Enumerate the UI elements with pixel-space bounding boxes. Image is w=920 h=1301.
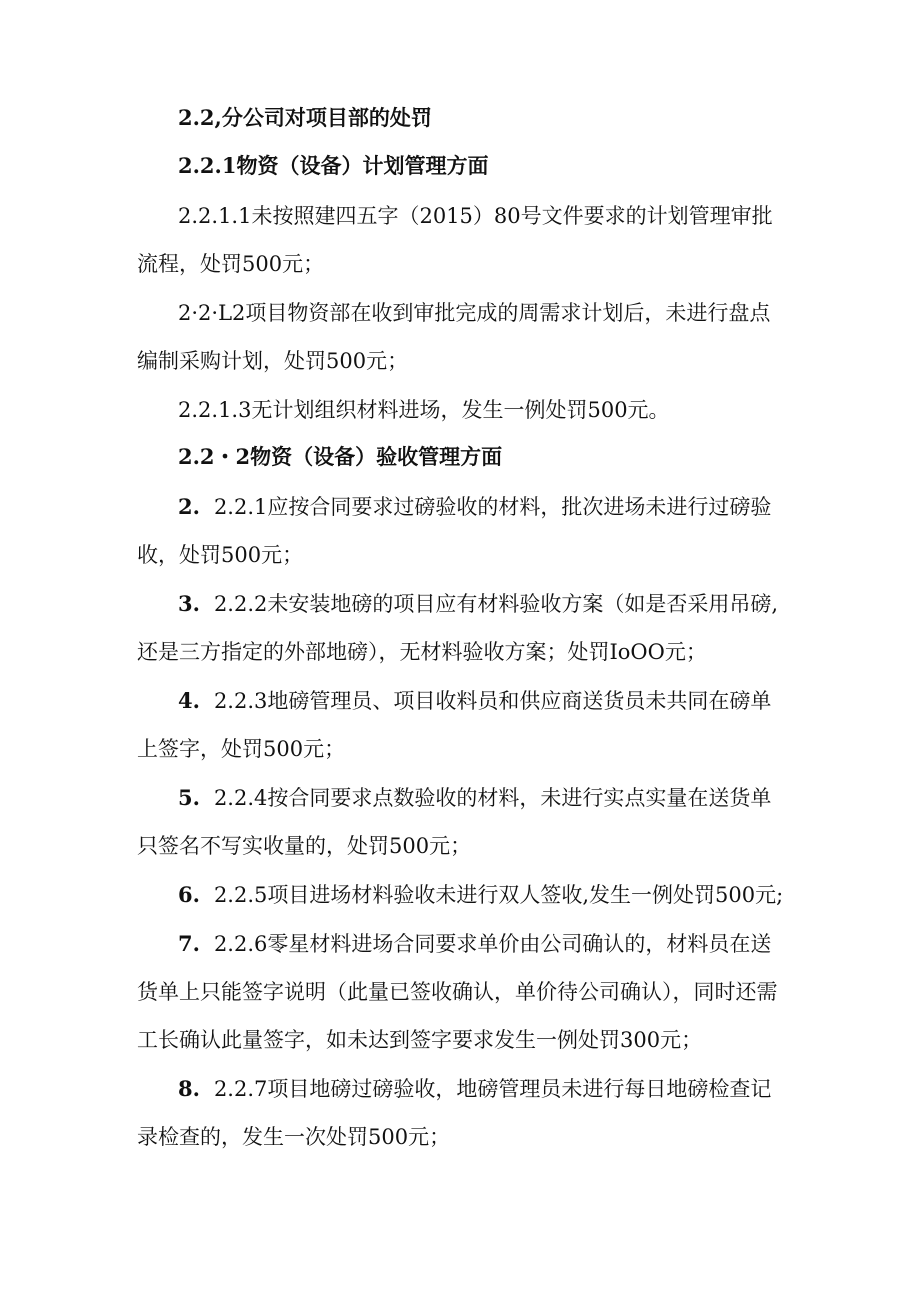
clause-text: 2.2.3地磅管理员、项目收料员和供应商送货员未共同在磅单上签字，处罚500元； (137, 689, 772, 761)
subsection-title-plan: 2.2.1物资（设备）计划管理方面 (178, 153, 489, 178)
list-number: 3. (178, 591, 200, 616)
clause-paragraph (137, 289, 784, 385)
clause-paragraph (137, 871, 784, 919)
clause-text: 2.2.5项目进场材料验收未进行双人签收,发生一例处罚500元; (213, 883, 784, 907)
clause-text: 2.2.1.3无计划组织材料进场，发生一例处罚500元。 (178, 398, 670, 422)
list-number: 6. (178, 882, 200, 907)
clause-paragraph (137, 192, 784, 288)
clause-paragraph (137, 386, 784, 434)
list-number: 4. (178, 688, 200, 713)
section-title: 2.2,分公司对项目部的处罚 (178, 105, 432, 130)
list-number: 5. (178, 785, 200, 810)
clause-paragraph (137, 677, 784, 773)
clause-text: 2.2.1.1未按照建四五字（2015）80号文件要求的计划管理审批流程，处罚500元； (137, 204, 773, 276)
clause-text: 2.2.2未安装地磅的项目应有材料验收方案（如是否采用吊磅,还是三方指定的外部地磅），无材料验收方案；处罚IoOO元； (137, 592, 779, 664)
clause-text: 2·2·L2项目物资部在收到审批完成的周需求计划后，未进行盘点编制采购计划，处罚500元； (137, 301, 771, 373)
list-number: 7. (178, 931, 200, 956)
list-number: 2. (178, 494, 200, 519)
clause-paragraph (137, 774, 784, 870)
clause-text: 2.2.7项目地磅过磅验收，地磅管理员未进行每日地磅检查记录检查的，发生一次处罚500元； (137, 1077, 772, 1149)
clause-text: 2.2.1应按合同要求过磅验收的材料，批次进场未进行过磅验收，处罚500元； (137, 495, 772, 567)
list-number: 8. (178, 1076, 200, 1101)
clause-paragraph (137, 483, 784, 579)
clause-paragraph (137, 920, 784, 1064)
clause-paragraph (137, 1065, 784, 1161)
clause-paragraph (137, 580, 784, 676)
clause-text: 2.2.4按合同要求点数验收的材料，未进行实点实量在送货单只签名不写实收量的，处罚500元； (137, 786, 772, 858)
subsection-title-acceptance: 2.2・2物资（设备）验收管理方面 (178, 444, 503, 469)
clause-text: 2.2.6零星材料进场合同要求单价由公司确认的，材料员在送货单上只能签字说明（此量已签收确认，单价待公司确认），同时还需工长确认此量签字，如未达到签字要求发生一例处罚300元； (137, 932, 778, 1052)
